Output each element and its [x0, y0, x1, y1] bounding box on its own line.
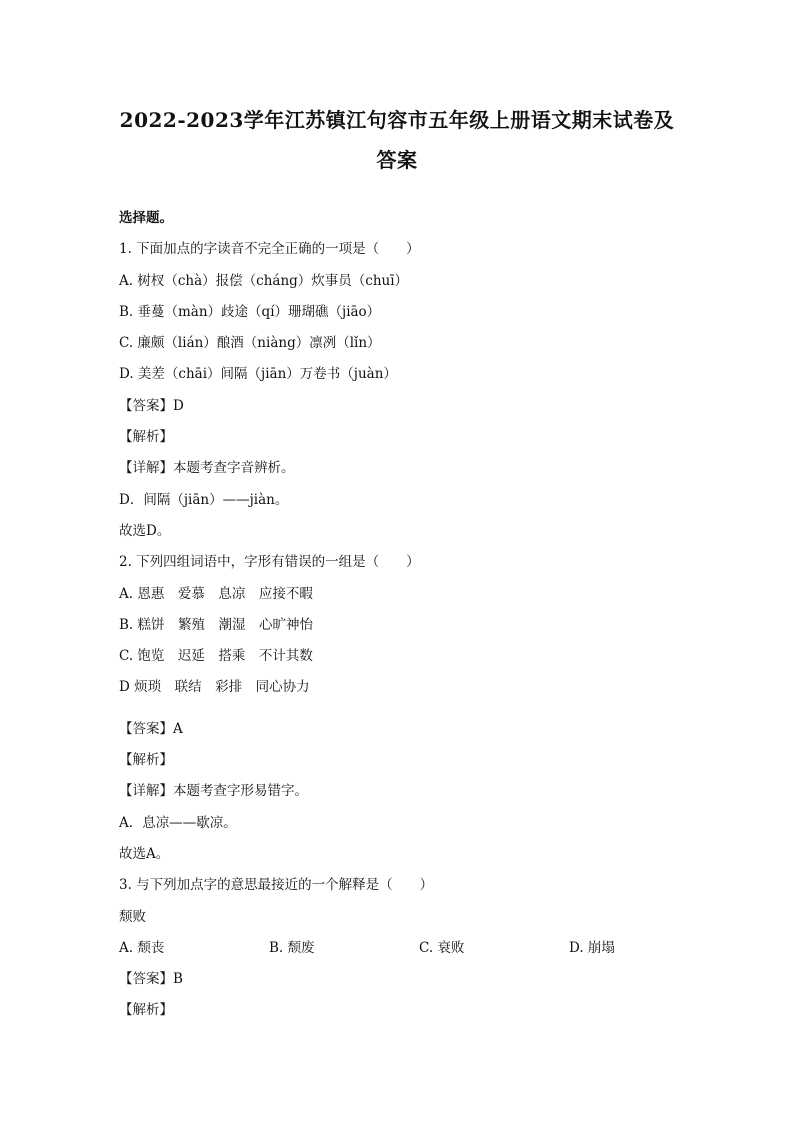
option-a: A. 树杈（chà）报偿（cháng）炊事员（chuī）: [119, 272, 409, 289]
question-stem: 1. 下面加点的字读音不完全正确的一项是（ ）: [119, 241, 420, 258]
option-a: A. 恩惠 爱慕 息凉 应接不暇: [119, 585, 313, 602]
analysis-label: 【解析】: [119, 1002, 173, 1019]
question-stem: 3. 与下列加点字的意思最接近的一个解释是（ ）: [119, 877, 434, 894]
option-d: D 烦琐 联结 彩排 同心协力: [119, 679, 310, 696]
answer-line: 【答案】B: [119, 971, 183, 988]
detail-explanation: A．息凉——歇凉。: [119, 814, 237, 831]
option-b: B. 颓废: [269, 939, 315, 956]
question-3: [119, 870, 719, 1026]
option-b: B. 垂蔓（màn）歧途（qí）珊瑚礁（jiāo）: [119, 303, 381, 320]
detail-line: 【详解】本题考查字形易错字。: [119, 783, 308, 800]
option-d: D. 崩塌: [569, 939, 615, 956]
detail-line: 【详解】本题考查字音辨析。: [119, 460, 295, 477]
answer-line: 【答案】A: [119, 720, 183, 737]
title-line-1: 2022-2023学年江苏镇江句容市五年级上册语文期末试卷及: [119, 108, 675, 132]
question-stem: 2. 下列四组词语中，字形有错误的一组是（ ）: [119, 554, 420, 571]
option-c: C. 饱览 迟延 搭乘 不计其数: [119, 648, 313, 665]
question-1: [119, 234, 719, 547]
answer-line: 【答案】D: [119, 397, 184, 414]
conclusion-line: 故选D。: [119, 522, 171, 539]
question-word: 颓败: [119, 908, 146, 925]
options-row: [119, 933, 719, 964]
analysis-label: 【解析】: [119, 752, 173, 769]
document-title: [80, 100, 714, 180]
spacer: [119, 704, 719, 714]
document-body: [119, 203, 719, 1027]
option-c: C. 廉颇（lián）酿酒（niàng）凛冽（lǐn）: [119, 335, 381, 352]
analysis-label: 【解析】: [119, 429, 173, 446]
conclusion-line: 故选A。: [119, 845, 170, 862]
title-line-2: 答案: [376, 148, 418, 172]
option-a: A. 颓丧: [119, 939, 165, 956]
option-b: B. 糕饼 繁殖 潮湿 心旷神怡: [119, 616, 314, 633]
detail-explanation: D．间隔（jiān）——jiàn。: [119, 491, 289, 508]
question-2: [119, 547, 719, 870]
option-c: C. 衰败: [419, 939, 465, 956]
option-d: D. 美差（chāi）间隔（jiān）万卷书（juàn）: [119, 366, 397, 383]
section-heading: 选择题。: [119, 210, 173, 226]
